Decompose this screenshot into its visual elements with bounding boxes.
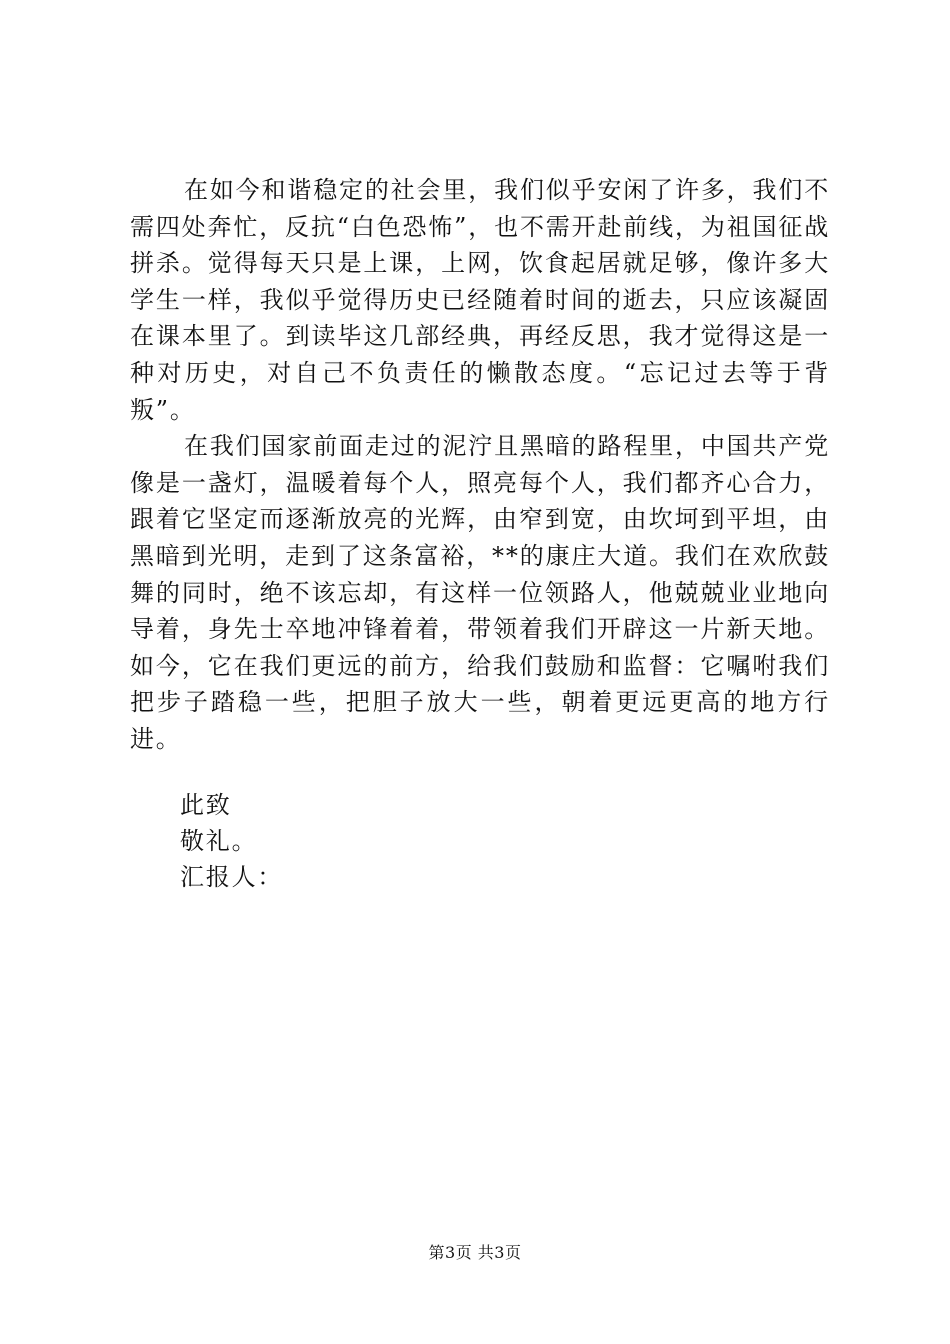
paragraph-history: 在如今和谐稳定的社会里，我们似乎安闲了许多，我们不需四处奔忙，反抗“白色恐怖”，也不需开赴前线，为祖国征战拼杀。觉得每天只是上课，上网，饮食起居就足够，像许多大学生一样，我似乎觉得历史已经随着时间的逝去，只应该凝固在课本里了。到读毕这几部经典，再经反思，我才觉得这是一种对历史，对自己不负责任的懒散态度。“忘记过去等于背叛”。 [130, 176, 830, 424]
reporter-label: 汇报人： [180, 862, 284, 891]
closing-regards: 敬礼。 [180, 826, 258, 855]
closing-salutation: 此致 [180, 790, 232, 819]
closing-block [130, 787, 830, 895]
report-body [130, 172, 830, 895]
page-number: 第3页 共3页 [428, 1243, 522, 1262]
paragraph-party: 在我们国家前面走过的泥泞且黑暗的路程里，中国共产党像是一盏灯，温暖着每个人，照亮每个人，我们都齐心合力，跟着它坚定而逐渐放亮的光辉，由窄到宽，由坎坷到平坦，由黑暗到光明，走到了这条富裕，**的康庄大道。我们在欢欣鼓舞的同时，绝不该忘却，有这样一位领路人，他兢兢业业地向导着，身先士卒地冲锋着着，带领着我们开辟这一片新天地。如今，它在我们更远的前方，给我们鼓励和监督：它嘱咐我们把步子踏稳一些，把胆子放大一些，朝着更远更高的地方行进。 [130, 432, 830, 753]
